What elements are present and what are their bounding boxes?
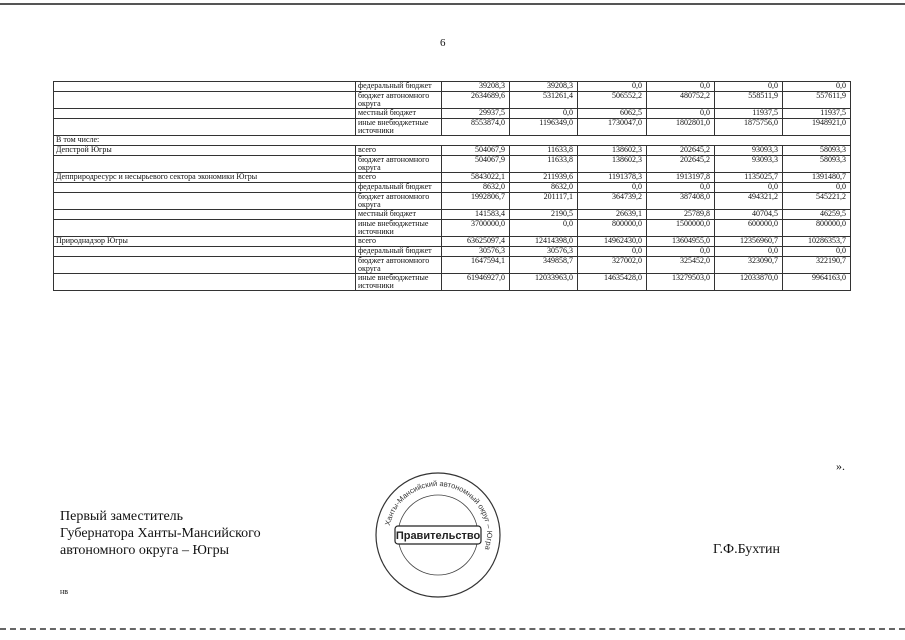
amount-cell: 0,0	[647, 109, 715, 119]
executor-initials: нв	[60, 587, 69, 596]
amount-cell: 8632,0	[510, 183, 578, 193]
table-row	[54, 119, 851, 136]
funding-source-cell: местный бюджет	[356, 210, 442, 220]
page-number: 6	[440, 37, 446, 49]
seal-center-text: Правительство	[395, 530, 481, 542]
amount-cell: 40704,5	[715, 210, 783, 220]
table-row	[54, 156, 851, 173]
amount-cell: 93093,3	[715, 146, 783, 156]
amount-cell: 26639,1	[578, 210, 647, 220]
table-row	[54, 210, 851, 220]
table-row	[54, 183, 851, 193]
organization-cell	[54, 92, 356, 109]
funding-source-cell: местный бюджет	[356, 109, 442, 119]
amount-cell: 9964163,0	[783, 274, 851, 291]
amount-cell: 3700000,0	[442, 220, 510, 237]
amount-cell: 0,0	[715, 183, 783, 193]
table-row	[54, 257, 851, 274]
amount-cell: 93093,3	[715, 156, 783, 173]
amount-cell: 11937,5	[715, 109, 783, 119]
amount-cell: 1135025,7	[715, 173, 783, 183]
table-section-row	[54, 136, 851, 146]
amount-cell: 0,0	[783, 247, 851, 257]
table-row	[54, 247, 851, 257]
amount-cell: 327002,0	[578, 257, 647, 274]
amount-cell: 39208,3	[510, 82, 578, 92]
organization-cell	[54, 220, 356, 237]
amount-cell: 1992806,7	[442, 193, 510, 210]
funding-source-cell: иные внебюджетные источники	[356, 119, 442, 136]
organization-cell	[54, 156, 356, 173]
amount-cell: 557611,9	[783, 92, 851, 109]
organization-cell	[54, 183, 356, 193]
amount-cell: 201117,1	[510, 193, 578, 210]
table-row	[54, 237, 851, 247]
amount-cell: 12033963,0	[510, 274, 578, 291]
amount-cell: 504067,9	[442, 156, 510, 173]
amount-cell: 29937,5	[442, 109, 510, 119]
amount-cell: 202645,2	[647, 156, 715, 173]
amount-cell: 1875756,0	[715, 119, 783, 136]
amount-cell: 58093,3	[783, 156, 851, 173]
table-row	[54, 220, 851, 237]
seal-ring-text: Ханты-Мансийский автономный округ – Югра	[382, 478, 495, 551]
amount-cell: 12414398,0	[510, 237, 578, 247]
table-row	[54, 173, 851, 183]
amount-cell: 800000,0	[783, 220, 851, 237]
amount-cell: 12356960,7	[715, 237, 783, 247]
amount-cell: 0,0	[578, 183, 647, 193]
amount-cell: 1802801,0	[647, 119, 715, 136]
amount-cell: 61946927,0	[442, 274, 510, 291]
amount-cell: 1948921,0	[783, 119, 851, 136]
amount-cell: 46259,5	[783, 210, 851, 220]
amount-cell: 138602,3	[578, 156, 647, 173]
funding-source-cell: федеральный бюджет	[356, 247, 442, 257]
amount-cell: 211939,6	[510, 173, 578, 183]
amount-cell: 480752,2	[647, 92, 715, 109]
amount-cell: 11633,8	[510, 146, 578, 156]
amount-cell: 0,0	[715, 247, 783, 257]
scan-edge-top	[0, 0, 905, 5]
amount-cell: 1913197,8	[647, 173, 715, 183]
government-seal	[373, 470, 503, 600]
section-label: В том числе:	[54, 136, 851, 146]
amount-cell: 1647594,1	[442, 257, 510, 274]
amount-cell: 323090,7	[715, 257, 783, 274]
organization-cell	[54, 109, 356, 119]
amount-cell: 1196349,0	[510, 119, 578, 136]
amount-cell: 12033870,0	[715, 274, 783, 291]
signer-name: Г.Ф.Бухтин	[713, 542, 781, 557]
amount-cell: 30576,3	[442, 247, 510, 257]
table-row	[54, 109, 851, 119]
funding-source-cell: всего	[356, 146, 442, 156]
amount-cell: 39208,3	[442, 82, 510, 92]
amount-cell: 2190,5	[510, 210, 578, 220]
organization-cell	[54, 119, 356, 136]
amount-cell: 364739,2	[578, 193, 647, 210]
amount-cell: 0,0	[715, 82, 783, 92]
funding-source-cell: всего	[356, 237, 442, 247]
amount-cell: 600000,0	[715, 220, 783, 237]
scan-edge-bottom	[0, 628, 905, 640]
amount-cell: 13604955,0	[647, 237, 715, 247]
amount-cell: 2634689,6	[442, 92, 510, 109]
amount-cell: 14962430,0	[578, 237, 647, 247]
amount-cell: 11633,8	[510, 156, 578, 173]
closing-quote: ».	[836, 459, 845, 473]
amount-cell: 8632,0	[442, 183, 510, 193]
amount-cell: 387408,0	[647, 193, 715, 210]
organization-cell	[54, 82, 356, 92]
organization-cell	[54, 274, 356, 291]
amount-cell: 58093,3	[783, 146, 851, 156]
amount-cell: 141583,4	[442, 210, 510, 220]
signature-block	[60, 508, 261, 559]
amount-cell: 506552,2	[578, 92, 647, 109]
amount-cell: 5843022,1	[442, 173, 510, 183]
amount-cell: 558511,9	[715, 92, 783, 109]
amount-cell: 494321,2	[715, 193, 783, 210]
amount-cell: 0,0	[783, 183, 851, 193]
amount-cell: 0,0	[578, 247, 647, 257]
funding-source-cell: иные внебюджетные источники	[356, 274, 442, 291]
organization-cell	[54, 193, 356, 210]
amount-cell: 0,0	[647, 183, 715, 193]
signature-title-line-3: автономного округа – Югры	[60, 543, 229, 558]
amount-cell: 6062,5	[578, 109, 647, 119]
amount-cell: 202645,2	[647, 146, 715, 156]
amount-cell: 1391480,7	[783, 173, 851, 183]
amount-cell: 0,0	[647, 247, 715, 257]
amount-cell: 8553874,0	[442, 119, 510, 136]
organization-cell: Депстрой Югры	[54, 146, 356, 156]
funding-source-cell: федеральный бюджет	[356, 183, 442, 193]
organization-cell: Депприродресурс и несырьевого сектора экономики Югры	[54, 173, 356, 183]
table-row	[54, 193, 851, 210]
amount-cell: 322190,7	[783, 257, 851, 274]
funding-source-cell: всего	[356, 173, 442, 183]
organization-cell	[54, 247, 356, 257]
amount-cell: 325452,0	[647, 257, 715, 274]
amount-cell: 0,0	[783, 82, 851, 92]
funding-source-cell: федеральный бюджет	[356, 82, 442, 92]
amount-cell: 504067,9	[442, 146, 510, 156]
amount-cell: 10286353,7	[783, 237, 851, 247]
funding-source-cell: бюджет автономного округа	[356, 257, 442, 274]
amount-cell: 138602,3	[578, 146, 647, 156]
organization-cell	[54, 210, 356, 220]
signature-title-line-1: Первый заместитель	[60, 509, 184, 524]
amount-cell: 11937,5	[783, 109, 851, 119]
amount-cell: 0,0	[510, 109, 578, 119]
table-row	[54, 82, 851, 92]
organization-cell: Природнадзор Югры	[54, 237, 356, 247]
amount-cell: 14635428,0	[578, 274, 647, 291]
funding-source-cell: бюджет автономного округа	[356, 156, 442, 173]
funding-source-cell: бюджет автономного округа	[356, 193, 442, 210]
amount-cell: 0,0	[578, 82, 647, 92]
amount-cell: 63625097,4	[442, 237, 510, 247]
amount-cell: 0,0	[510, 220, 578, 237]
funding-source-cell: бюджет автономного округа	[356, 92, 442, 109]
amount-cell: 545221,2	[783, 193, 851, 210]
funding-source-cell: иные внебюджетные источники	[356, 220, 442, 237]
signature-title-line-2: Губернатора Ханты-Мансийского	[60, 526, 261, 541]
amount-cell: 1730047,0	[578, 119, 647, 136]
amount-cell: 349858,7	[510, 257, 578, 274]
amount-cell: 25789,8	[647, 210, 715, 220]
amount-cell: 1500000,0	[647, 220, 715, 237]
amount-cell: 30576,3	[510, 247, 578, 257]
budget-table	[53, 81, 851, 291]
table-row	[54, 92, 851, 109]
amount-cell: 800000,0	[578, 220, 647, 237]
organization-cell	[54, 257, 356, 274]
amount-cell: 531261,4	[510, 92, 578, 109]
amount-cell: 0,0	[647, 82, 715, 92]
table-row	[54, 274, 851, 291]
amount-cell: 13279503,0	[647, 274, 715, 291]
amount-cell: 1191378,3	[578, 173, 647, 183]
table-row	[54, 146, 851, 156]
